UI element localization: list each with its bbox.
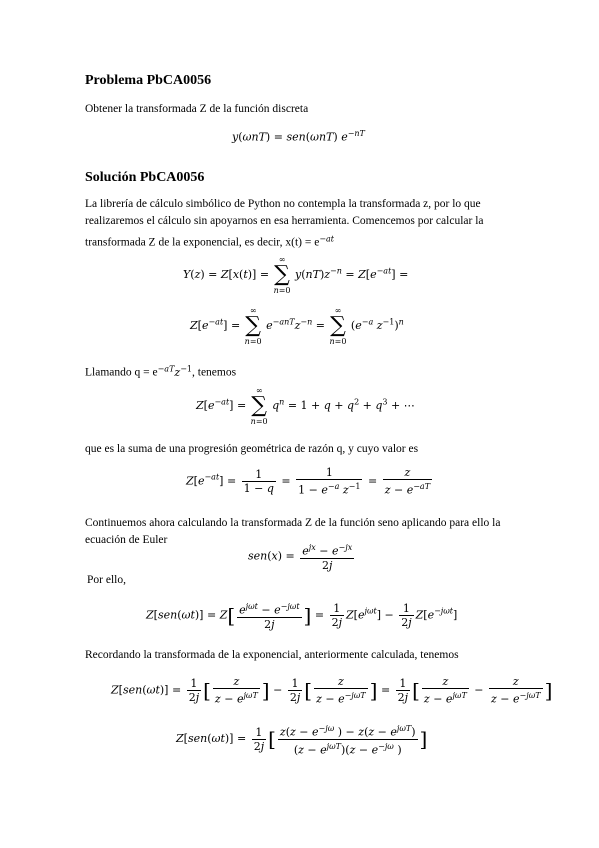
equation-y-z: Y(z) = Z[x(t)] = ∞ ∑ n=0 $y(nT)z^{-n} = Z[e^{-at}]$ = <box>183 255 409 295</box>
equation-definition: y(ωnT) = sen(ωnT) $e^{-nT}$ <box>232 129 365 144</box>
solution-paragraph-1: La librería de cálculo simbólico de Python no contempla la transformada z, por lo que realizaremos el cálculo sin apoyarnos en esa herramienta. Comencemos por calcular la transformada Z de la exponencial, es decir, $x(t) = e^{-at}$ <box>85 198 484 249</box>
equation-z-exp-sum: $Z[e^{-at}]$ = ∞ ∑ n=0 $e^{-anT}z^{-n}$ = ∞ ∑ n=0 ($e^{-a}$ $z^{-1})^n$ <box>190 306 404 346</box>
solution-paragraph-6: Recordando la transformada de la exponencial, anteriormente calculada, tenemos <box>85 649 459 661</box>
solution-paragraph-4: Continuemos ahora calculando la transformada Z de la función seno aplicando para ello la ecuación de Euler <box>85 517 501 546</box>
equation-geometric-result: $Z[e^{-at}]$ = $\frac{1}{1 - q}$ = $\frac{1}{1 - e^{-a} z^{-1}}$ = $\frac{z}{z - e^{-aT}}$ <box>186 466 431 497</box>
equation-geometric-series: $Z[e^{-at}]$ = ∞ ∑ n=0 $q^n = 1 + q + q^2 + q^3$ + ⋯ <box>196 386 415 426</box>
problem-title: Problema PbCA0056 <box>85 73 212 88</box>
equation-euler: sen(x) = $\frac{e^{jx} - e^{-jx}}{2j}$ <box>248 543 353 572</box>
equation-z-sine-expanded: Z[sen(ωt)] = $\frac{1}{2j}$ [ $\frac{z}{z - e^{j\omega T}}$ ] − $\frac{1}{2j}$ [ $\frac{z}{z - e^{-j\omega T}}$ ] = $\frac{1}{2j}$ [ $\frac{z}{z - e^{j\omega T}}$ − $\frac{z}{z - e^{-j\omega T}}$ ] <box>111 675 553 706</box>
equation-z-sine: Z[sen(ωt)] = Z[ $\frac{e^{j\omega t} - e^{-j\omega t}}{2j}$ ] = $\frac{1}{2j}$ $Z[e^{j\omega t}]$ − $\frac{1}{2j}$ $Z[e^{-j\omega t}]$ <box>146 601 458 631</box>
solution-title: Solución PbCA0056 <box>85 170 205 185</box>
solution-paragraph-5: Por ello, <box>87 574 126 586</box>
solution-paragraph-2: Llamando $q = e^{-aT}z^{-1}$, tenemos <box>85 364 237 379</box>
problem-statement: Obtener la transformada Z de la función discreta <box>85 103 309 115</box>
solution-paragraph-3: que es la suma de una progresión geométrica de razón q, y cuyo valor es <box>85 443 419 455</box>
equation-z-sine-combined: Z[sen(ωt)] = $\frac{1}{2j}$ [ $\frac{z(z - e^{-j\omega} ) - z(z - e^{j\omega T})}{(z - e^{j\omega T})(z - e^{-j\omega} )}$ ] <box>176 724 428 757</box>
